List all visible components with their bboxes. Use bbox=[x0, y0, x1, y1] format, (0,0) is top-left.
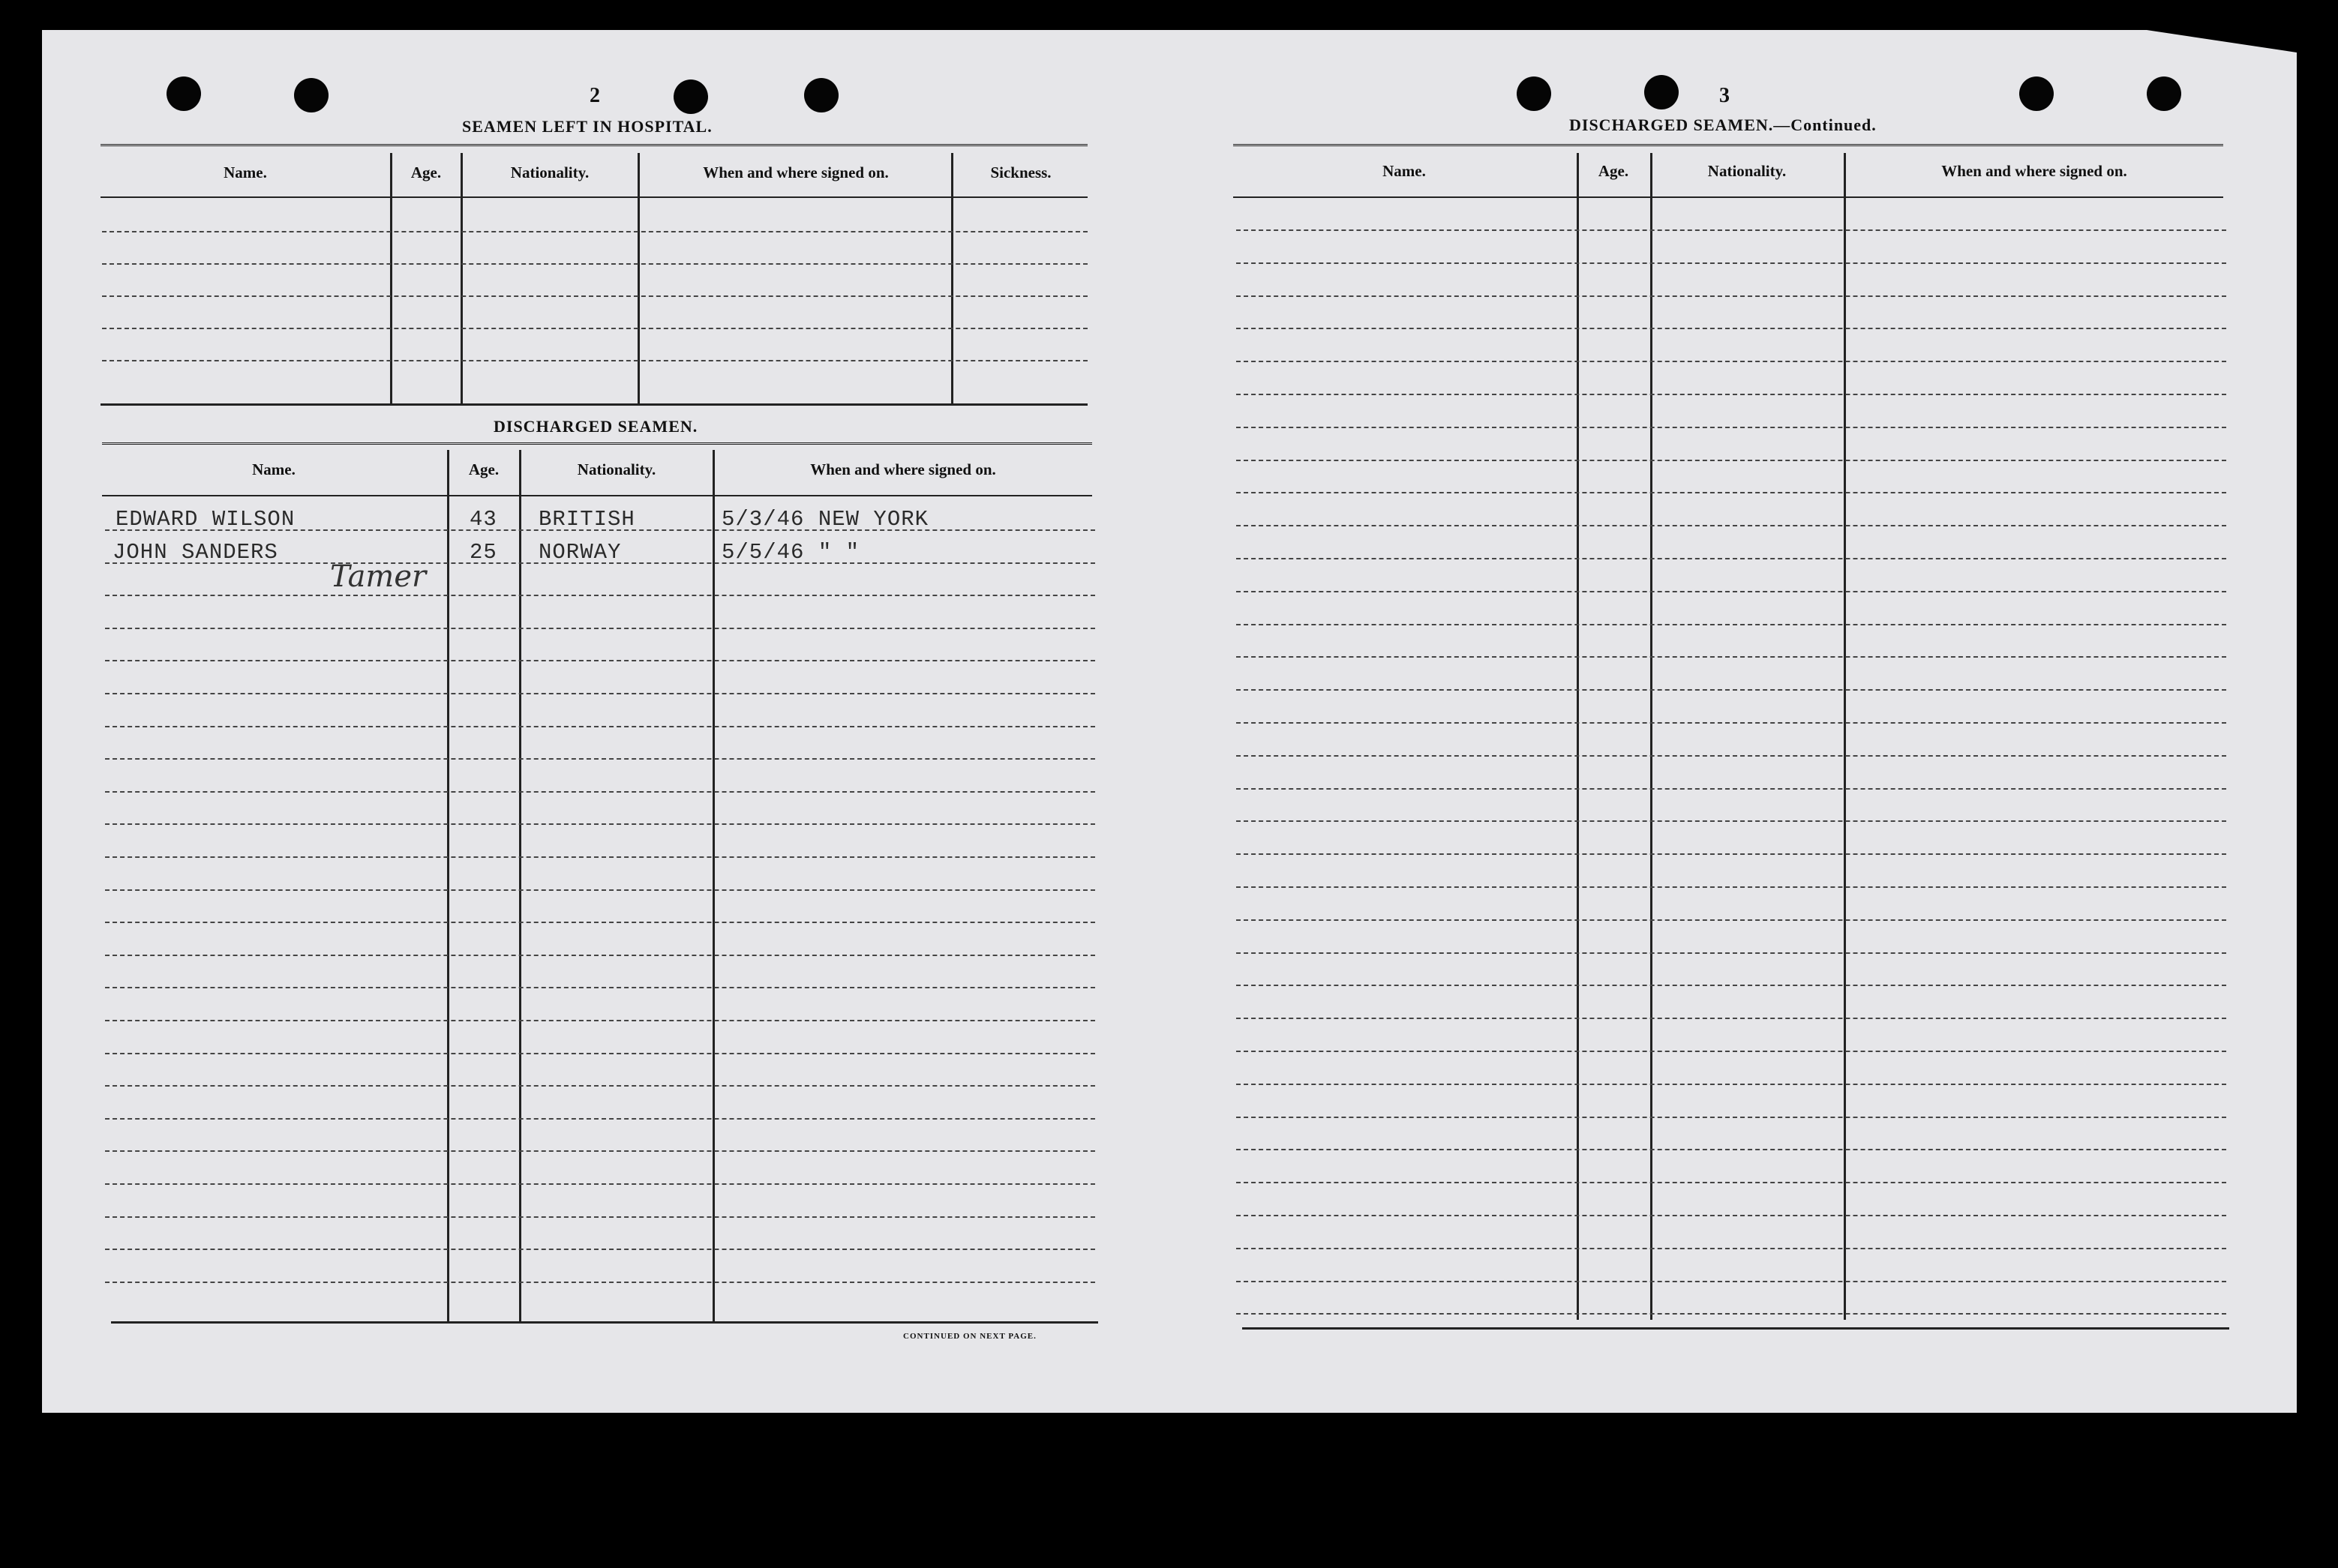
ruled-line bbox=[1236, 656, 2226, 658]
ruled-line bbox=[1236, 1182, 2226, 1183]
ruled-line bbox=[105, 726, 1095, 727]
column-header-signed-on: When and where signed on. bbox=[1941, 162, 2127, 180]
ruled-line bbox=[105, 922, 1095, 923]
ruled-line bbox=[105, 1085, 1095, 1087]
ruled-line bbox=[105, 1020, 1095, 1021]
column-header-sickness: Sickness. bbox=[990, 163, 1052, 181]
column-header-signed-on: When and where signed on. bbox=[810, 460, 996, 478]
ruled-line bbox=[105, 987, 1095, 988]
ruled-line bbox=[105, 1216, 1095, 1218]
ruled-line bbox=[105, 758, 1095, 760]
table-rule bbox=[102, 495, 1092, 496]
punch-hole bbox=[674, 79, 708, 114]
table-rule bbox=[101, 403, 1088, 406]
ruled-line bbox=[1236, 427, 2226, 428]
entry-age: 43 bbox=[470, 507, 497, 532]
punch-hole bbox=[804, 78, 839, 112]
hospital-section-title: SEAMEN LEFT IN HOSPITAL. bbox=[462, 117, 713, 136]
ruled-line bbox=[1236, 820, 2226, 822]
ruled-line bbox=[105, 1150, 1095, 1152]
table-rule bbox=[111, 1321, 1098, 1324]
ruled-line bbox=[1236, 689, 2226, 691]
ruled-line bbox=[105, 1249, 1095, 1250]
entry-name: JOHN SANDERS bbox=[113, 540, 278, 565]
column-divider bbox=[447, 450, 449, 1321]
entry-nationality: BRITISH bbox=[539, 507, 635, 532]
ruled-line bbox=[105, 660, 1095, 661]
ruled-line bbox=[105, 1118, 1095, 1120]
ruled-line bbox=[102, 295, 1088, 297]
ruled-line bbox=[1236, 722, 2226, 724]
table-rule bbox=[101, 144, 1088, 148]
ruled-line bbox=[1236, 1084, 2226, 1085]
ruled-line bbox=[1236, 558, 2226, 559]
column-header-signed-on: When and where signed on. bbox=[703, 163, 889, 181]
table-rule bbox=[1233, 196, 2223, 198]
ruled-line bbox=[105, 1282, 1095, 1283]
ruled-line bbox=[105, 823, 1095, 825]
punch-hole bbox=[2147, 76, 2181, 111]
ruled-line bbox=[105, 693, 1095, 694]
column-header-nationality: Nationality. bbox=[1707, 162, 1787, 180]
column-divider bbox=[951, 153, 953, 403]
ruled-line bbox=[1236, 853, 2226, 855]
ruled-line bbox=[1236, 1248, 2226, 1249]
ruled-line bbox=[105, 1053, 1095, 1054]
continued-note: CONTINUED ON NEXT PAGE. bbox=[903, 1332, 1037, 1341]
punch-hole bbox=[2019, 76, 2054, 111]
ruled-line bbox=[105, 791, 1095, 793]
ruled-line bbox=[1236, 262, 2226, 264]
table-rule bbox=[1242, 1327, 2229, 1330]
entry-nationality: NORWAY bbox=[539, 540, 622, 565]
ruled-line bbox=[1236, 985, 2226, 986]
punch-hole bbox=[1644, 75, 1679, 109]
column-divider bbox=[638, 153, 640, 403]
ruled-line bbox=[1236, 328, 2226, 329]
column-divider bbox=[461, 153, 463, 403]
column-header-nationality: Nationality. bbox=[577, 460, 656, 478]
ruled-line bbox=[1236, 394, 2226, 395]
ruled-line bbox=[1236, 591, 2226, 592]
ruled-line bbox=[102, 328, 1088, 329]
table-rule bbox=[102, 442, 1092, 447]
ruled-line bbox=[105, 595, 1095, 596]
ruled-line bbox=[105, 856, 1095, 858]
column-header-name: Name. bbox=[252, 460, 296, 478]
ruled-line bbox=[1236, 919, 2226, 921]
ruled-line bbox=[1236, 295, 2226, 297]
column-divider bbox=[390, 153, 392, 403]
column-header-nationality: Nationality. bbox=[510, 163, 590, 181]
table-rule bbox=[1233, 144, 2223, 148]
ruled-line bbox=[102, 231, 1088, 232]
discharged-section-title: DISCHARGED SEAMEN. bbox=[494, 417, 698, 436]
ruled-line bbox=[102, 360, 1088, 361]
ruled-line bbox=[1236, 952, 2226, 954]
page-number: 2 bbox=[590, 84, 600, 107]
column-header-age: Age. bbox=[468, 460, 500, 478]
column-header-age: Age. bbox=[410, 163, 442, 181]
ruled-line bbox=[1236, 1051, 2226, 1052]
discharged-continued-title: DISCHARGED SEAMEN.—Continued. bbox=[1569, 115, 1877, 134]
ruled-line bbox=[1236, 361, 2226, 362]
ruled-line bbox=[105, 955, 1095, 956]
ruled-line bbox=[1236, 886, 2226, 888]
column-divider bbox=[713, 450, 715, 1321]
ruled-line bbox=[1236, 624, 2226, 625]
ruled-line bbox=[105, 889, 1095, 891]
ruled-line bbox=[1236, 1149, 2226, 1150]
table-rule bbox=[101, 196, 1088, 198]
ruled-line bbox=[1236, 460, 2226, 461]
entry-signed-on: 5/5/46 " " bbox=[722, 540, 860, 565]
ruled-line bbox=[1236, 755, 2226, 757]
entry-name: EDWARD WILSON bbox=[116, 507, 296, 532]
column-header-age: Age. bbox=[1598, 162, 1629, 180]
ruled-line bbox=[1236, 1018, 2226, 1019]
right-page bbox=[1172, 30, 2297, 1413]
entry-age: 25 bbox=[470, 540, 497, 565]
column-divider bbox=[519, 450, 521, 1321]
column-header-name: Name. bbox=[224, 163, 267, 181]
left-page bbox=[42, 30, 1173, 1413]
ruled-line bbox=[1236, 525, 2226, 526]
ruled-line bbox=[105, 628, 1095, 629]
ruled-line bbox=[105, 1183, 1095, 1185]
punch-hole bbox=[167, 76, 201, 111]
ruled-line bbox=[1236, 788, 2226, 790]
column-header-name: Name. bbox=[1382, 162, 1426, 180]
ruled-line bbox=[1236, 229, 2226, 231]
punch-hole bbox=[1517, 76, 1551, 111]
entry-signed-on: 5/3/46 NEW YORK bbox=[722, 507, 929, 532]
ruled-line bbox=[1236, 1215, 2226, 1216]
ruled-line bbox=[102, 263, 1088, 265]
page-number: 3 bbox=[1719, 84, 1730, 107]
ruled-line bbox=[1236, 1281, 2226, 1282]
ruled-line bbox=[1236, 492, 2226, 493]
punch-hole bbox=[294, 78, 329, 112]
ruled-line bbox=[1236, 1117, 2226, 1118]
ruled-line bbox=[1236, 1313, 2226, 1315]
handwritten-note: Tamer bbox=[330, 559, 427, 594]
